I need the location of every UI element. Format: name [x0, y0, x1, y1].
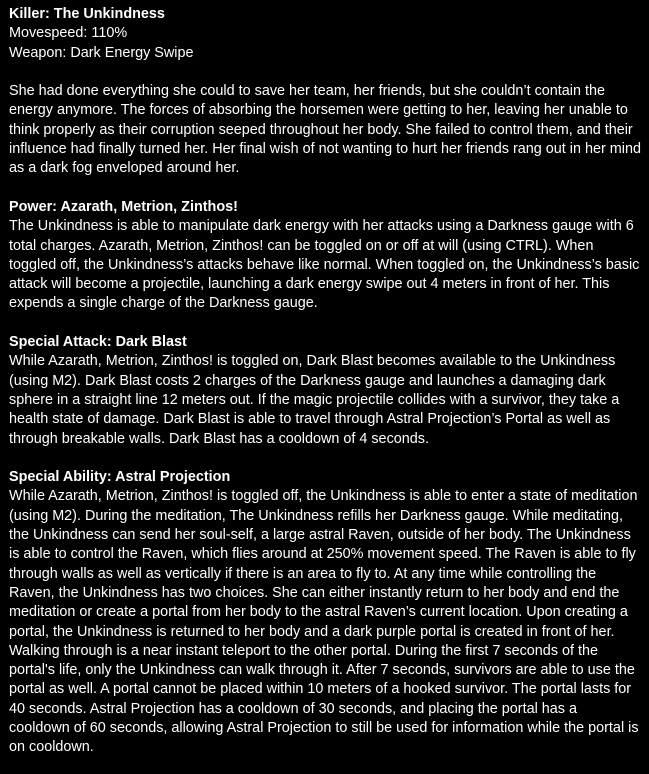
special-attack-text: While Azarath, Metrion, Zinthos! is toggled on, Dark Blast becomes available to the Unkindness (using M2). Dark Blast costs 2 charges of the Darkness gauge and launches a damaging dark sphere in a straight line 12 meters out. If the magic projectile collides with a survivor, they take a health state of damage. Dark Blast is able to travel through Astral Projection’s Portal as well as through breakable walls. Dark Blast has a cooldown of 4 seconds. — [9, 353, 620, 447]
power-title: Power: Azarath, Metrion, Zinthos! — [9, 198, 238, 215]
power-section — [9, 198, 641, 314]
killer-header — [9, 5, 641, 63]
special-attack-title: Special Attack: Dark Blast — [9, 334, 187, 351]
special-attack-section — [9, 333, 641, 449]
lore-section — [9, 82, 641, 178]
special-ability-section — [9, 468, 641, 757]
power-text: The Unkindness is able to manipulate dark energy with her attacks using a Darkness gauge with 6 total charges. Azarath, Metrion, Zinthos! can be toggled on or off at will (using CTRL). When toggled off, the Unkindness’s attacks behave like normal. When toggled on, the Unkindness’s basic attack will become a projectile, launching a dark energy swipe out 4 meters in front of her. This expends a single charge of the Darkness gauge. — [9, 218, 640, 312]
killer-name: Killer: The Unkindness — [9, 6, 165, 22]
special-ability-title: Special Ability: Astral Projection — [9, 469, 231, 486]
special-ability-text: While Azarath, Metrion, Zinthos! is toggled off, the Unkindness is able to enter a state of meditation (using M2). During the meditation, The Unkindness refills her Darkness gauge. While meditating, the Unkindness can send her soul-self, a large astral Raven, outside of her body. The Unkindness is able to control the Raven, which flies around at 250% movement speed. The Raven is able to fly through walls as well as vertically if there is an area to fly to. At any time while controlling the Raven, the Unkindness has two choices. She can either instantly return to her body and end the meditation or create a portal from her body to the astral Raven’s current location. Upon creating a portal, the Unkindness is returned to her body and a dark purple portal is created in front of her. Walking through is a near instant teleport to the other portal. During the first 7 seconds of the portal's life, only the Unkindness can walk through it. After 7 seconds, survivors are able to use the portal as well. A portal cannot be placed within 10 meters of a hooked survivor. The portal lasts for 40 seconds. Astral Projection has a cooldown of 30 seconds, and placing the portal has a cooldown of 60 seconds, allowing Astral Projection to still be used for information while the portal is on cooldown. — [9, 488, 639, 756]
lore-text: She had done everything she could to save her team, her friends, but she couldn’t contain the energy anymore. The forces of absorbing the horsemen were getting to her, leaving her unable to think properly as their corruption seeped throughout her body. She failed to control them, and their influence had finally turned her. Her final wish of not wanting to hurt her friends rang out in her mind as a dark fog enveloped around her. — [9, 83, 641, 177]
weapon: Weapon: Dark Energy Swipe — [9, 44, 194, 61]
movespeed: Movespeed: 110% — [9, 25, 128, 42]
